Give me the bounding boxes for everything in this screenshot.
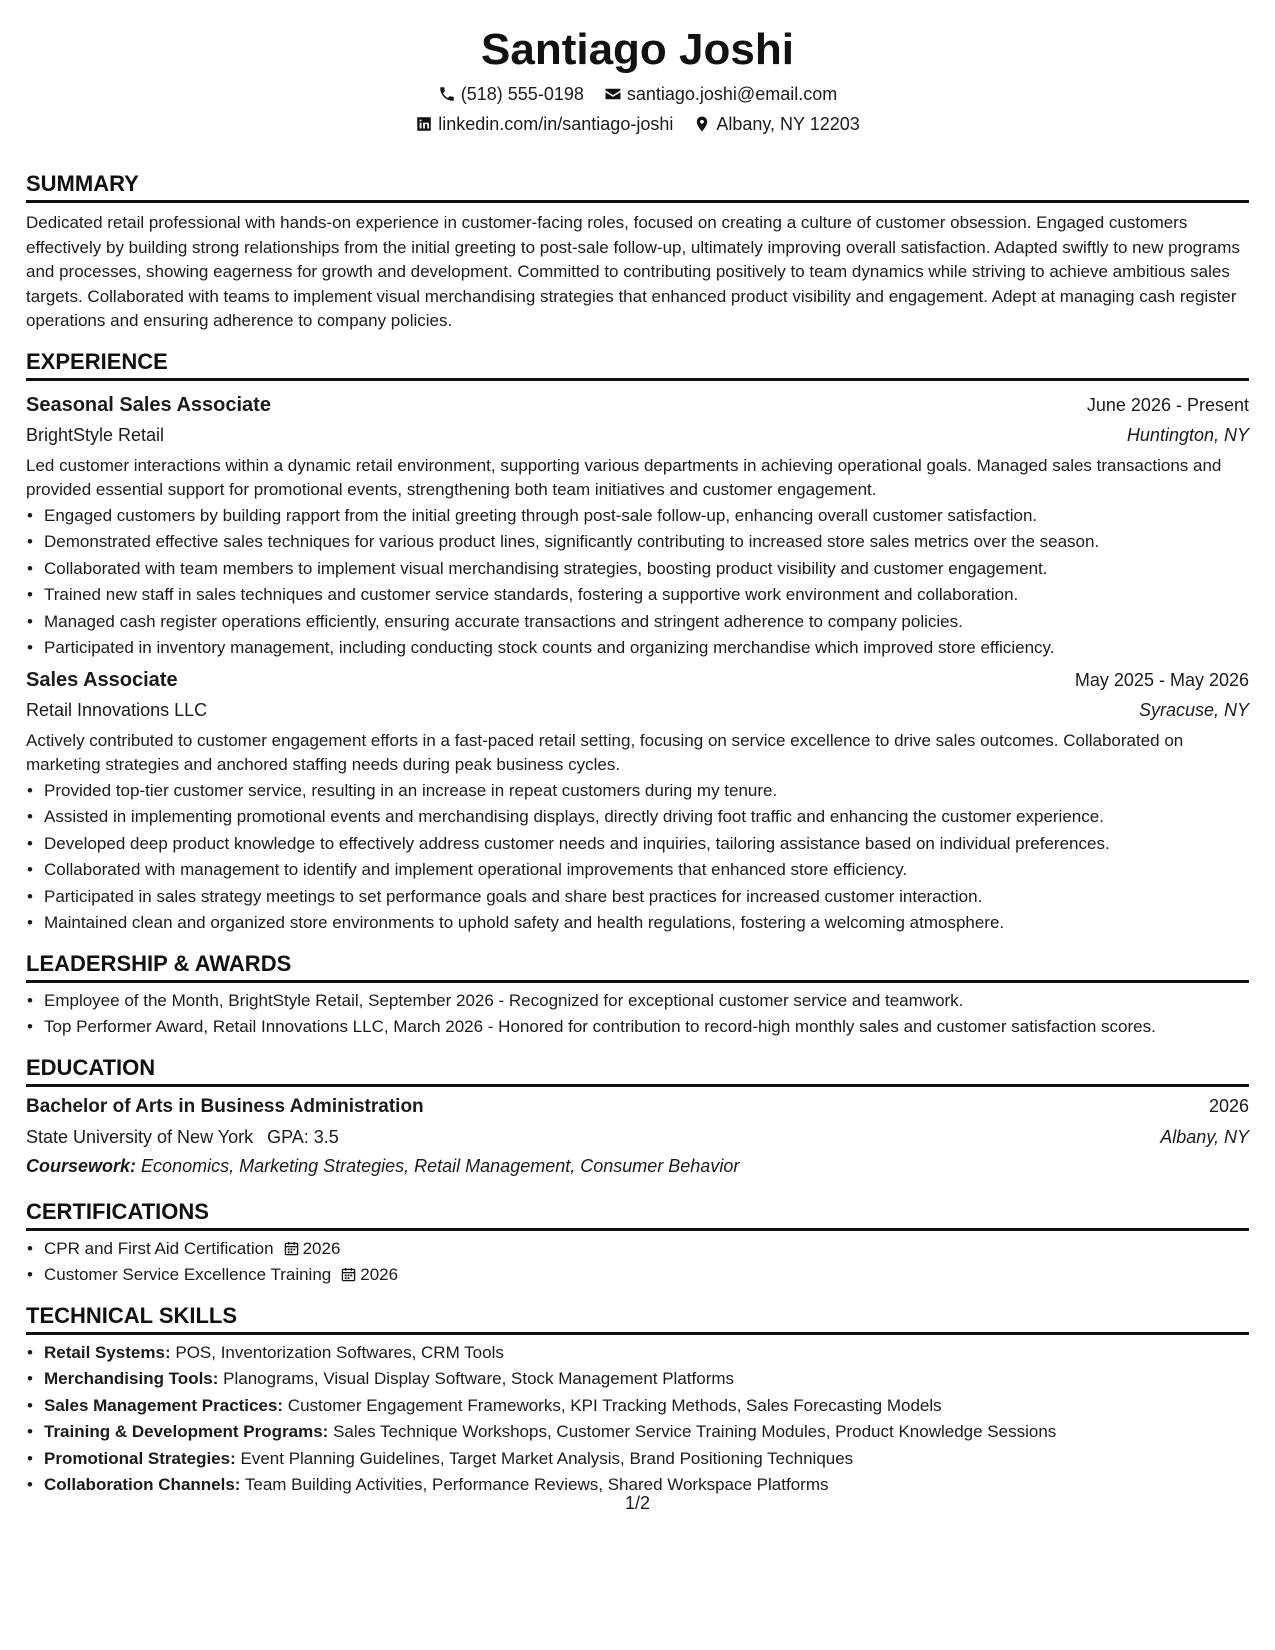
section-title-summary: SUMMARY <box>26 170 1249 203</box>
phone-text: (518) 555-0198 <box>460 84 584 104</box>
list-item: • Participated in sales strategy meetings to set performance goals and share best practices for increased customer interaction. <box>44 885 1249 910</box>
job-location: Huntington, NY <box>1126 424 1249 445</box>
list-item: • Managed cash register operations efficiently, ensuring accurate transactions and stringent adherence to company policies. <box>44 610 1249 635</box>
job-title: Sales Associate <box>26 668 178 691</box>
awards-list <box>26 989 1249 1040</box>
job-description: Led customer interactions within a dynamic retail environment, supporting various departments in achieving operational goals. Managed sales transactions and provided essential support for promotional events, strengthening both team initiatives and customer engagement. <box>26 455 1222 499</box>
skill-value: Event Planning Guidelines, Target Market Analysis, Brand Positioning Techniques <box>240 1448 854 1468</box>
skill-value: Planograms, Visual Display Software, Stock Management Platforms <box>223 1369 735 1388</box>
education-section <box>26 1054 1249 1180</box>
job-location: Syracuse, NY <box>1138 699 1249 720</box>
job-title: Seasonal Sales Associate <box>26 393 271 416</box>
list-item: • Employee of the Month, BrightStyle Retail, September 2026 - Recognized for exceptional customer service and teamwork. <box>44 989 1249 1014</box>
certifications-section <box>26 1198 1249 1288</box>
page-number: 1/2 <box>624 1493 651 1513</box>
list-item: • Maintained clean and organized store environments to uphold safety and health regulations, fostering a welcoming atmosphere. <box>44 911 1249 936</box>
location-item <box>693 112 859 136</box>
skills-list <box>26 1341 1249 1498</box>
school-info <box>26 1122 339 1152</box>
graduation-year: 2026 <box>1208 1095 1249 1116</box>
phone-icon <box>438 85 456 103</box>
candidate-name: Santiago Joshi <box>481 25 794 74</box>
list-item: • Participated in inventory management, including conducting stock counts and organizing merchandise which improved store efficiency. <box>44 636 1249 661</box>
gpa: GPA: 3.5 <box>267 1126 339 1147</box>
experience-section <box>26 348 1249 936</box>
phone-item <box>438 82 584 106</box>
list-item <box>44 1447 1249 1472</box>
skill-value: Customer Engagement Frameworks, KPI Tracking Methods, Sales Forecasting Models <box>287 1395 942 1415</box>
coursework <box>26 1152 1249 1180</box>
email-text[interactable]: santiago.joshi@email.com <box>626 84 838 104</box>
email-item[interactable] <box>604 82 837 106</box>
leadership-section <box>26 950 1249 1040</box>
list-item <box>44 1237 1249 1262</box>
location-text: Albany, NY 12203 <box>716 114 860 134</box>
summary-text: Dedicated retail professional with hands-on experience in customer-facing roles, focused on creating a culture of customer obsession. Engaged customers effectively by building strong relationships from the initial greeting to post-sale follow-up, ultimately improving overall satisfaction. Adapted swiftly to new programs and processes, showing eagerness for growth and development. Committed to contributing positively to team dynamics while striving to achieve ambitious sales targets. Collaborated with teams to implement visual merchandising strategies that enhanced product visibility and engagement. Adept at managing cash register operations and ensuring adherence to company policies. <box>26 213 1240 330</box>
list-item <box>44 1394 1249 1419</box>
summary-section <box>26 170 1249 334</box>
company-name: Retail Innovations LLC <box>26 699 208 720</box>
list-item: • Assisted in implementing promotional events and merchandising displays, directly driving foot traffic and enhancing the customer experience. <box>44 805 1249 830</box>
skill-label: Retail Systems: <box>44 1342 171 1362</box>
school-name: State University of New York <box>26 1126 254 1147</box>
job-bullets <box>26 504 1249 661</box>
section-title-leadership: LEADERSHIP & AWARDS <box>26 950 1249 983</box>
list-item: • Engaged customers by building rapport from the initial greeting through post-sale follow-up, enhancing overall customer satisfaction. <box>44 504 1249 529</box>
skill-value: Sales Technique Workshops, Customer Service Training Modules, Product Knowledge Sessions <box>333 1422 1057 1441</box>
list-item <box>44 1420 1249 1445</box>
contact-row-1 <box>26 82 1249 106</box>
list-item <box>44 1367 1249 1392</box>
job-dates: May 2025 - May 2026 <box>1074 669 1249 690</box>
list-item: • Top Performer Award, Retail Innovations LLC, March 2026 - Honored for contribution to record-high monthly sales and customer satisfaction scores. <box>44 1015 1249 1040</box>
job-entry <box>26 390 1249 661</box>
calendar-icon <box>284 1241 299 1256</box>
cert-year: 2026 <box>360 1265 399 1284</box>
list-item: • Trained new staff in sales techniques and customer service standards, fostering a supportive work environment and collaboration. <box>44 583 1249 608</box>
job-bullets <box>26 779 1249 936</box>
list-item: • Collaborated with management to identify and implement operational improvements that enhanced store efficiency. <box>44 858 1249 883</box>
map-pin-icon <box>693 115 711 133</box>
job-entry <box>26 665 1249 936</box>
section-title-education: EDUCATION <box>26 1054 1249 1087</box>
list-item: • Collaborated with team members to implement visual merchandising strategies, boosting product visibility and customer engagement. <box>44 557 1249 582</box>
list-item <box>44 1263 1249 1288</box>
linkedin-icon <box>415 115 433 133</box>
skill-value: POS, Inventorization Softwares, CRM Tools <box>175 1342 504 1362</box>
list-item <box>44 1341 1249 1366</box>
job-dates: June 2026 - Present <box>1086 394 1249 415</box>
job-description: Actively contributed to customer engagement efforts in a fast-paced retail setting, focusing on service excellence to drive sales outcomes. Collaborated on marketing strategies and anchored staffing needs during peak business cycles. <box>26 730 1184 774</box>
skill-label: Collaboration Channels: <box>44 1475 241 1494</box>
list-item: • Demonstrated effective sales techniques for various product lines, significantly contributing to increased store sales metrics over the season. <box>44 530 1249 555</box>
skill-label: Promotional Strategies: <box>44 1448 236 1468</box>
coursework-label: Coursework: <box>26 1155 137 1176</box>
coursework-list: Economics, Marketing Strategies, Retail Management, Consumer Behavior <box>141 1155 740 1176</box>
skill-value: Team Building Activities, Performance Reviews, Shared Workspace Platforms <box>244 1475 829 1494</box>
skill-label: Training & Development Programs: <box>44 1422 329 1441</box>
skill-label: Sales Management Practices: <box>44 1395 284 1415</box>
list-item: • Developed deep product knowledge to effectively address customer needs and inquiries, tailoring assistance based on individual preferences. <box>44 832 1249 857</box>
cert-year: 2026 <box>302 1238 341 1258</box>
skill-label: Merchandising Tools: <box>44 1369 219 1388</box>
list-item: • Provided top-tier customer service, resulting in an increase in repeat customers during my tenure. <box>44 779 1249 804</box>
contact-row-2 <box>26 112 1249 136</box>
degree-name: Bachelor of Arts in Business Administration <box>26 1095 424 1117</box>
section-title-skills: TECHNICAL SKILLS <box>26 1302 1249 1335</box>
school-location: Albany, NY <box>1160 1126 1249 1147</box>
cert-name: Customer Service Excellence Training <box>44 1265 332 1284</box>
cert-name: CPR and First Aid Certification <box>44 1238 274 1258</box>
linkedin-item[interactable] <box>415 112 673 136</box>
certifications-list <box>26 1237 1249 1288</box>
company-name: BrightStyle Retail <box>26 424 165 445</box>
calendar-icon <box>341 1267 356 1282</box>
section-title-certifications: CERTIFICATIONS <box>26 1198 1249 1231</box>
linkedin-text[interactable]: linkedin.com/in/santiago-joshi <box>438 114 674 134</box>
skills-section <box>26 1302 1249 1498</box>
section-title-experience: EXPERIENCE <box>26 348 1249 381</box>
envelope-icon <box>604 85 622 103</box>
